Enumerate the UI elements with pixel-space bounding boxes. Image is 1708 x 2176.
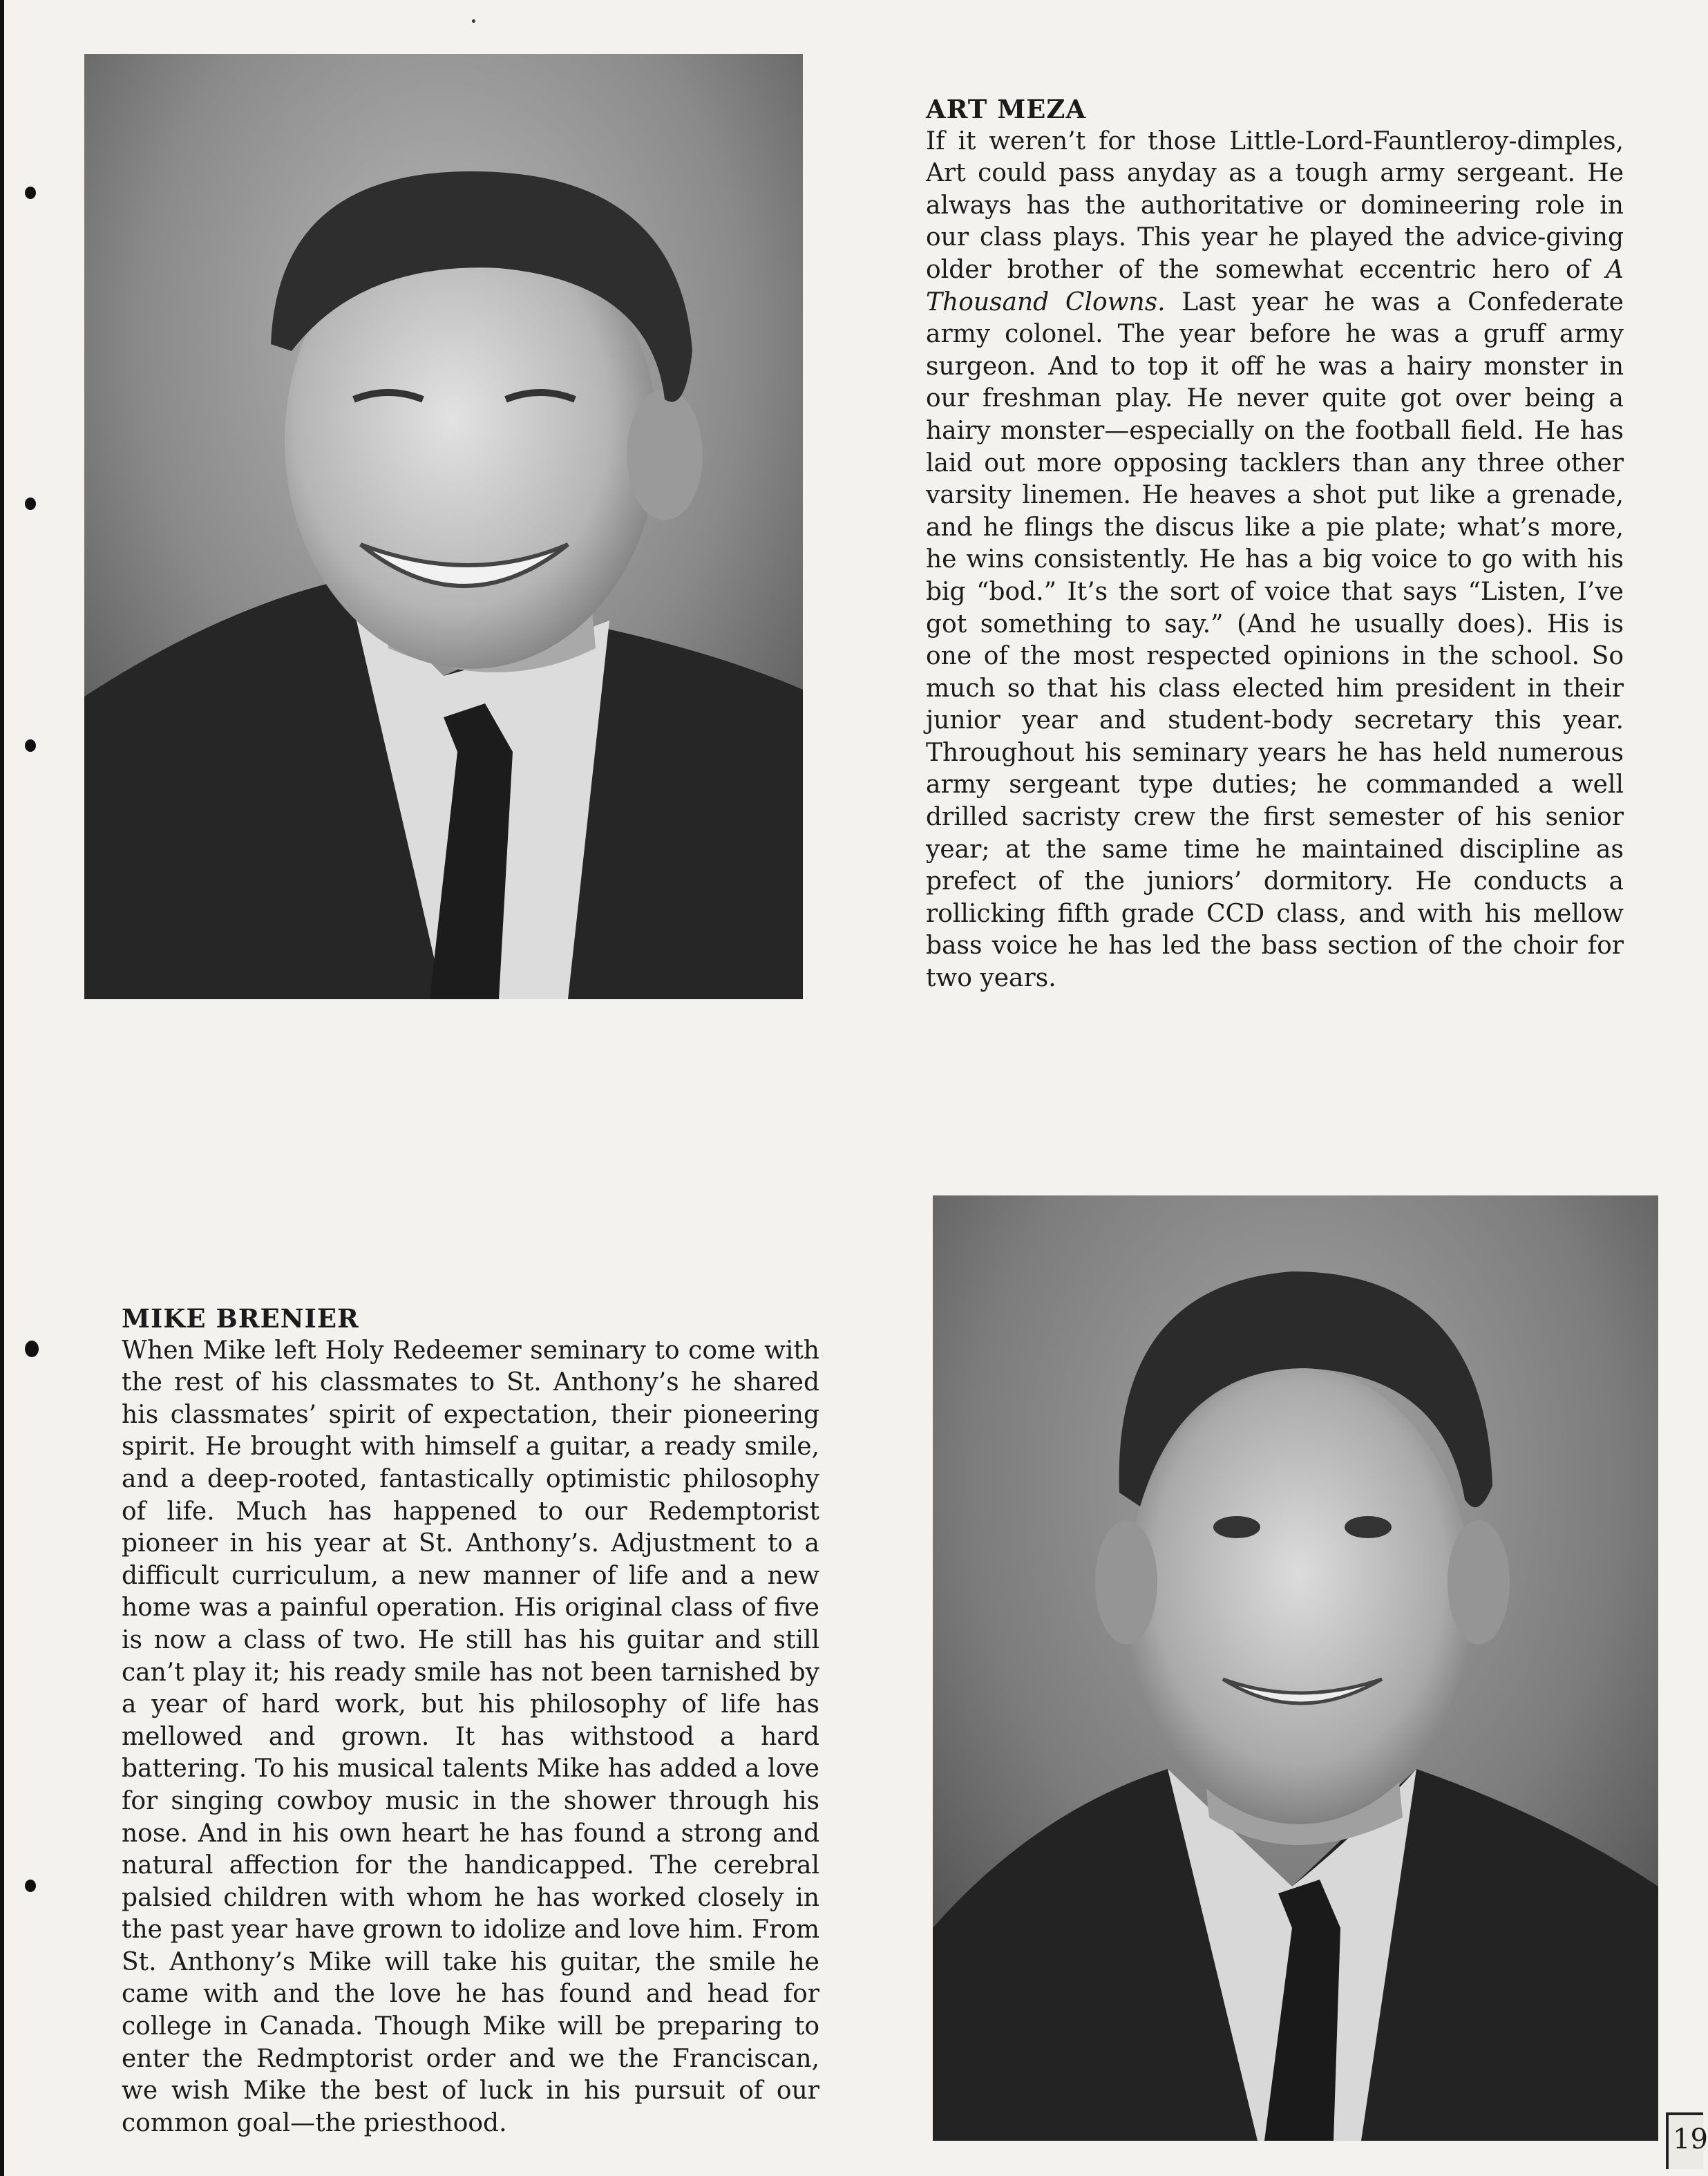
bio-mike-brenier	[122, 1303, 819, 2139]
portrait-photo-art-meza	[84, 54, 803, 999]
bio-text: When Mike left Holy Redeemer seminary to come with the rest of his classmates to St. Anthony’s he shared his classmates’ spirit of expectation, their pioneering spirit. He brought with himself a guitar, a ready smile, and a deep-rooted, fantastically optimistic philosophy of life. Much has happened to our Redemptorist pioneer in his year at St. Anthony’s. Adjustment to a difficult curriculum, a new manner of life and a new home was a painful operation. His original class of five is now a class of two. He still has his guitar and still can’t play it; his ready smile has not been tarnished by a year of hard work, but his philosophy of life has mellowed and grown. It has withstood a hard battering. To his musical talents Mike has added a love for singing cowboy music in the shower through his nose. And in his own heart he has found a strong and natural affection for the handicapped. The cerebral palsied children with whom he has worked closely in the past year have grown to idolize and love him. From St. Anthony’s Mike will take his guitar, the smile he came with and the love he has found and head for college in Canada. Though Mike will be preparing to enter the Redmptorist order and we the Franciscan, we wish Mike the best of luck in his pursuit of our common goal—the priesthood.	[122, 1336, 819, 2137]
bio-text-part: Last year he was a Confederate army colonel. The year before he was a gruff army surgeon. And to top it off he was a hairy monster in our freshman play. He never quite got over being a hairy monster—especially on the football field. He has laid out more opposing tacklers than any three other varsity linemen. He heaves a shot put like a grenade, and he flings the discus like a pie plate; what’s more, he wins consistently. He has a big voice to go with his big “bod.” It’s the sort of voice that says “Listen, I’ve got something to say.” (And he usually does). His is one of the most respected opinions in the school. So much so that his class elected him president in their junior year and student-body secretary this year. Throughout his seminary years he has held numerous army sergeant type duties; he commanded a well drilled sacristy crew the first semester of his senior year; at the same time he maintained discipline as prefect of the juniors’ dormitory. He conducts a rollicking fifth grade CCD class, and with his mellow bass voice he has led the bass section of the choir for two years.	[926, 287, 1624, 993]
portrait-illustration	[84, 54, 803, 999]
bio-text	[926, 126, 1624, 995]
binder-rule	[0, 0, 4, 2176]
play-title: A Thousand Clowns.	[926, 255, 1624, 316]
punch-hole	[25, 1880, 36, 1892]
portrait-illustration	[933, 1195, 1658, 2141]
punch-hole	[25, 1341, 39, 1357]
punch-hole	[25, 739, 36, 752]
page-number: 19	[1666, 2112, 1703, 2169]
bio-text-part: If it weren’t for those Little-Lord-Fauntleroy-dimples, Art could pass anyday as a tough army sergeant. He always has the authoritative or domineering role in our class plays. This year he played the advice-giving older brother of the somewhat eccentric hero of	[926, 126, 1624, 284]
bio-name: ART MEZA	[926, 94, 1087, 124]
portrait-photo-mike-brenier	[933, 1195, 1658, 2141]
binder-edge	[0, 0, 48, 2176]
bio-art-meza	[926, 93, 1624, 995]
stray-mark	[472, 19, 475, 23]
bio-name: MIKE BRENIER	[122, 1303, 359, 1334]
punch-hole	[25, 498, 36, 510]
punch-hole	[25, 187, 36, 199]
